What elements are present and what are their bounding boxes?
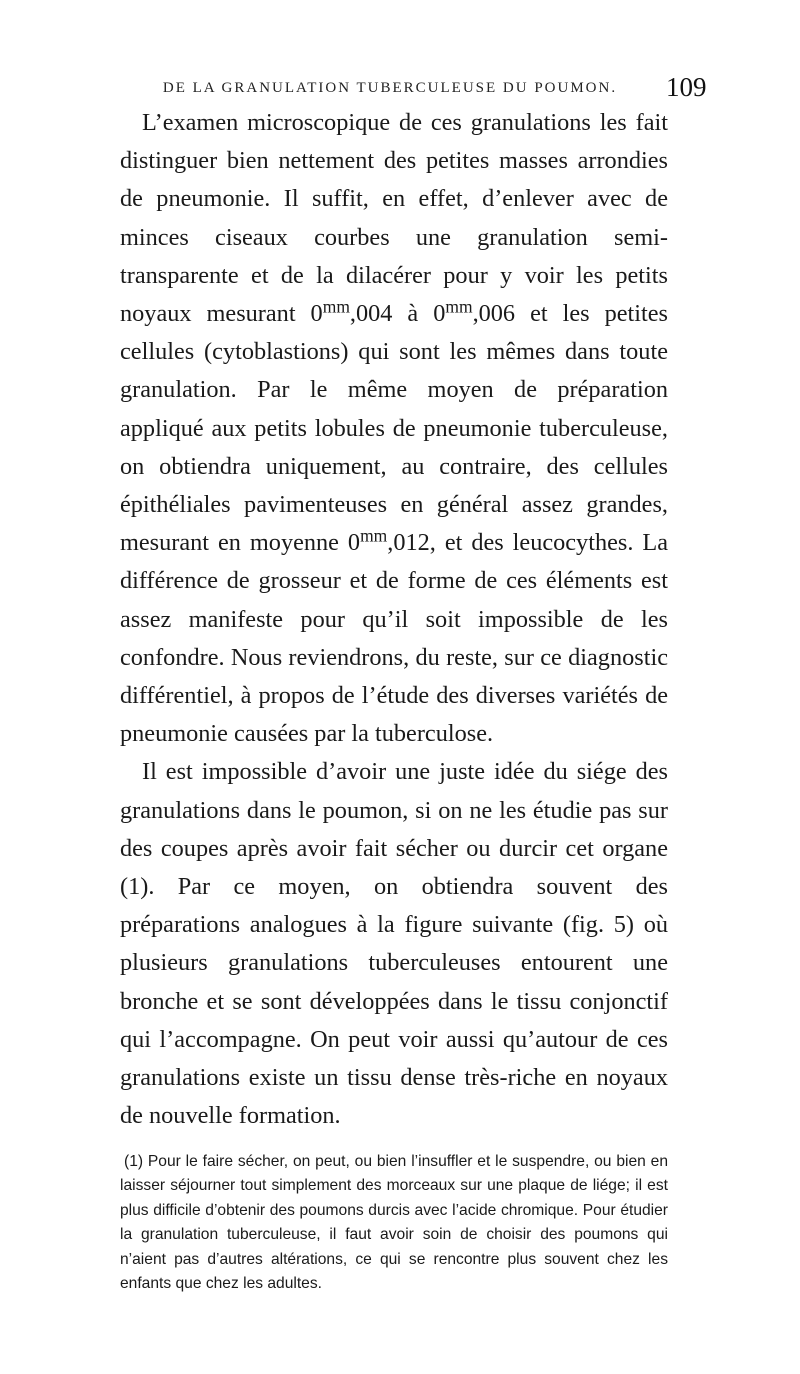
paragraph-text: ,006 et les petites cellules (cytoblastions) qui sont les mêmes dans toute granulation. Par le même moyen de préparation appliqué aux petits lobules de pneumonie tuberculeuse, on obtiendra uniquement, au contraire, des cellules épithéliales pavimenteuses en général assez grandes, mesurant en moyenne 0 [120, 300, 668, 557]
unit-superscript: mm [360, 525, 388, 546]
footnote-text: (1) Pour le faire sécher, on peut, ou bien l’insuffler et le suspendre, ou bien en laisser séjourner tout simplement des morceaux sur une plaque de liége; il est plus difficile d’obtenir des poumons durcis avec l’acide chromique. Pour étudier la granulation tuberculeuse, il faut avoir soin de choisir des poumons qui n’aient pas d’autres altérations, ce qui se rencontre plus souvent chez les enfants que chez les adultes. [120, 1153, 668, 1293]
footnote [120, 1150, 668, 1296]
body-text [120, 104, 668, 1135]
paragraph-text: ,004 à 0 [349, 300, 446, 328]
running-title: DE LA GRANULATION TUBERCULEUSE DU POUMON. [162, 80, 618, 96]
page-number: 109 [666, 72, 707, 102]
unit-superscript: mm [445, 296, 473, 317]
paragraph-granulation-site: Il est impossible d’avoir une juste idée du siége des granulations dans le poumon, si on ne les étudie pas sur des coupes après avoir fait sécher ou durcir cet organe (1). Par ce moyen, on obtiendra souvent des préparations analogues à la figure suivante (fig. 5) où plusieurs granulations tuberculeuses entourent une bronche et se sont développées dans le tissu conjonctif qui l’accompagne. On peut voir aussi qu’autour de ces granulations existe un tissu dense très-riche en noyaux de nouvelle formation. [120, 758, 668, 1130]
paragraph-microscopic-exam [120, 104, 668, 753]
unit-superscript: mm [322, 296, 350, 317]
paragraph-text: ,012, et des leucocythes. La différence de grosseur et de forme de ces éléments est assez manifeste pour qu’il soit impossible de les confondre. Nous reviendrons, du reste, sur ce diagnostic différentiel, à propos de l’étude des diverses variétés de pneumonie causées par la tuberculose. [120, 529, 668, 748]
paragraph-text: L’examen microscopique de ces granulations les fait distinguer bien nettement des petites masses arrondies de pneumonie. Il suffit, en effet, d’enlever avec de minces ciseaux courbes une granulation semi-transparente et de la dilacérer pour y voir les petits noyaux mesurant 0 [120, 109, 668, 328]
